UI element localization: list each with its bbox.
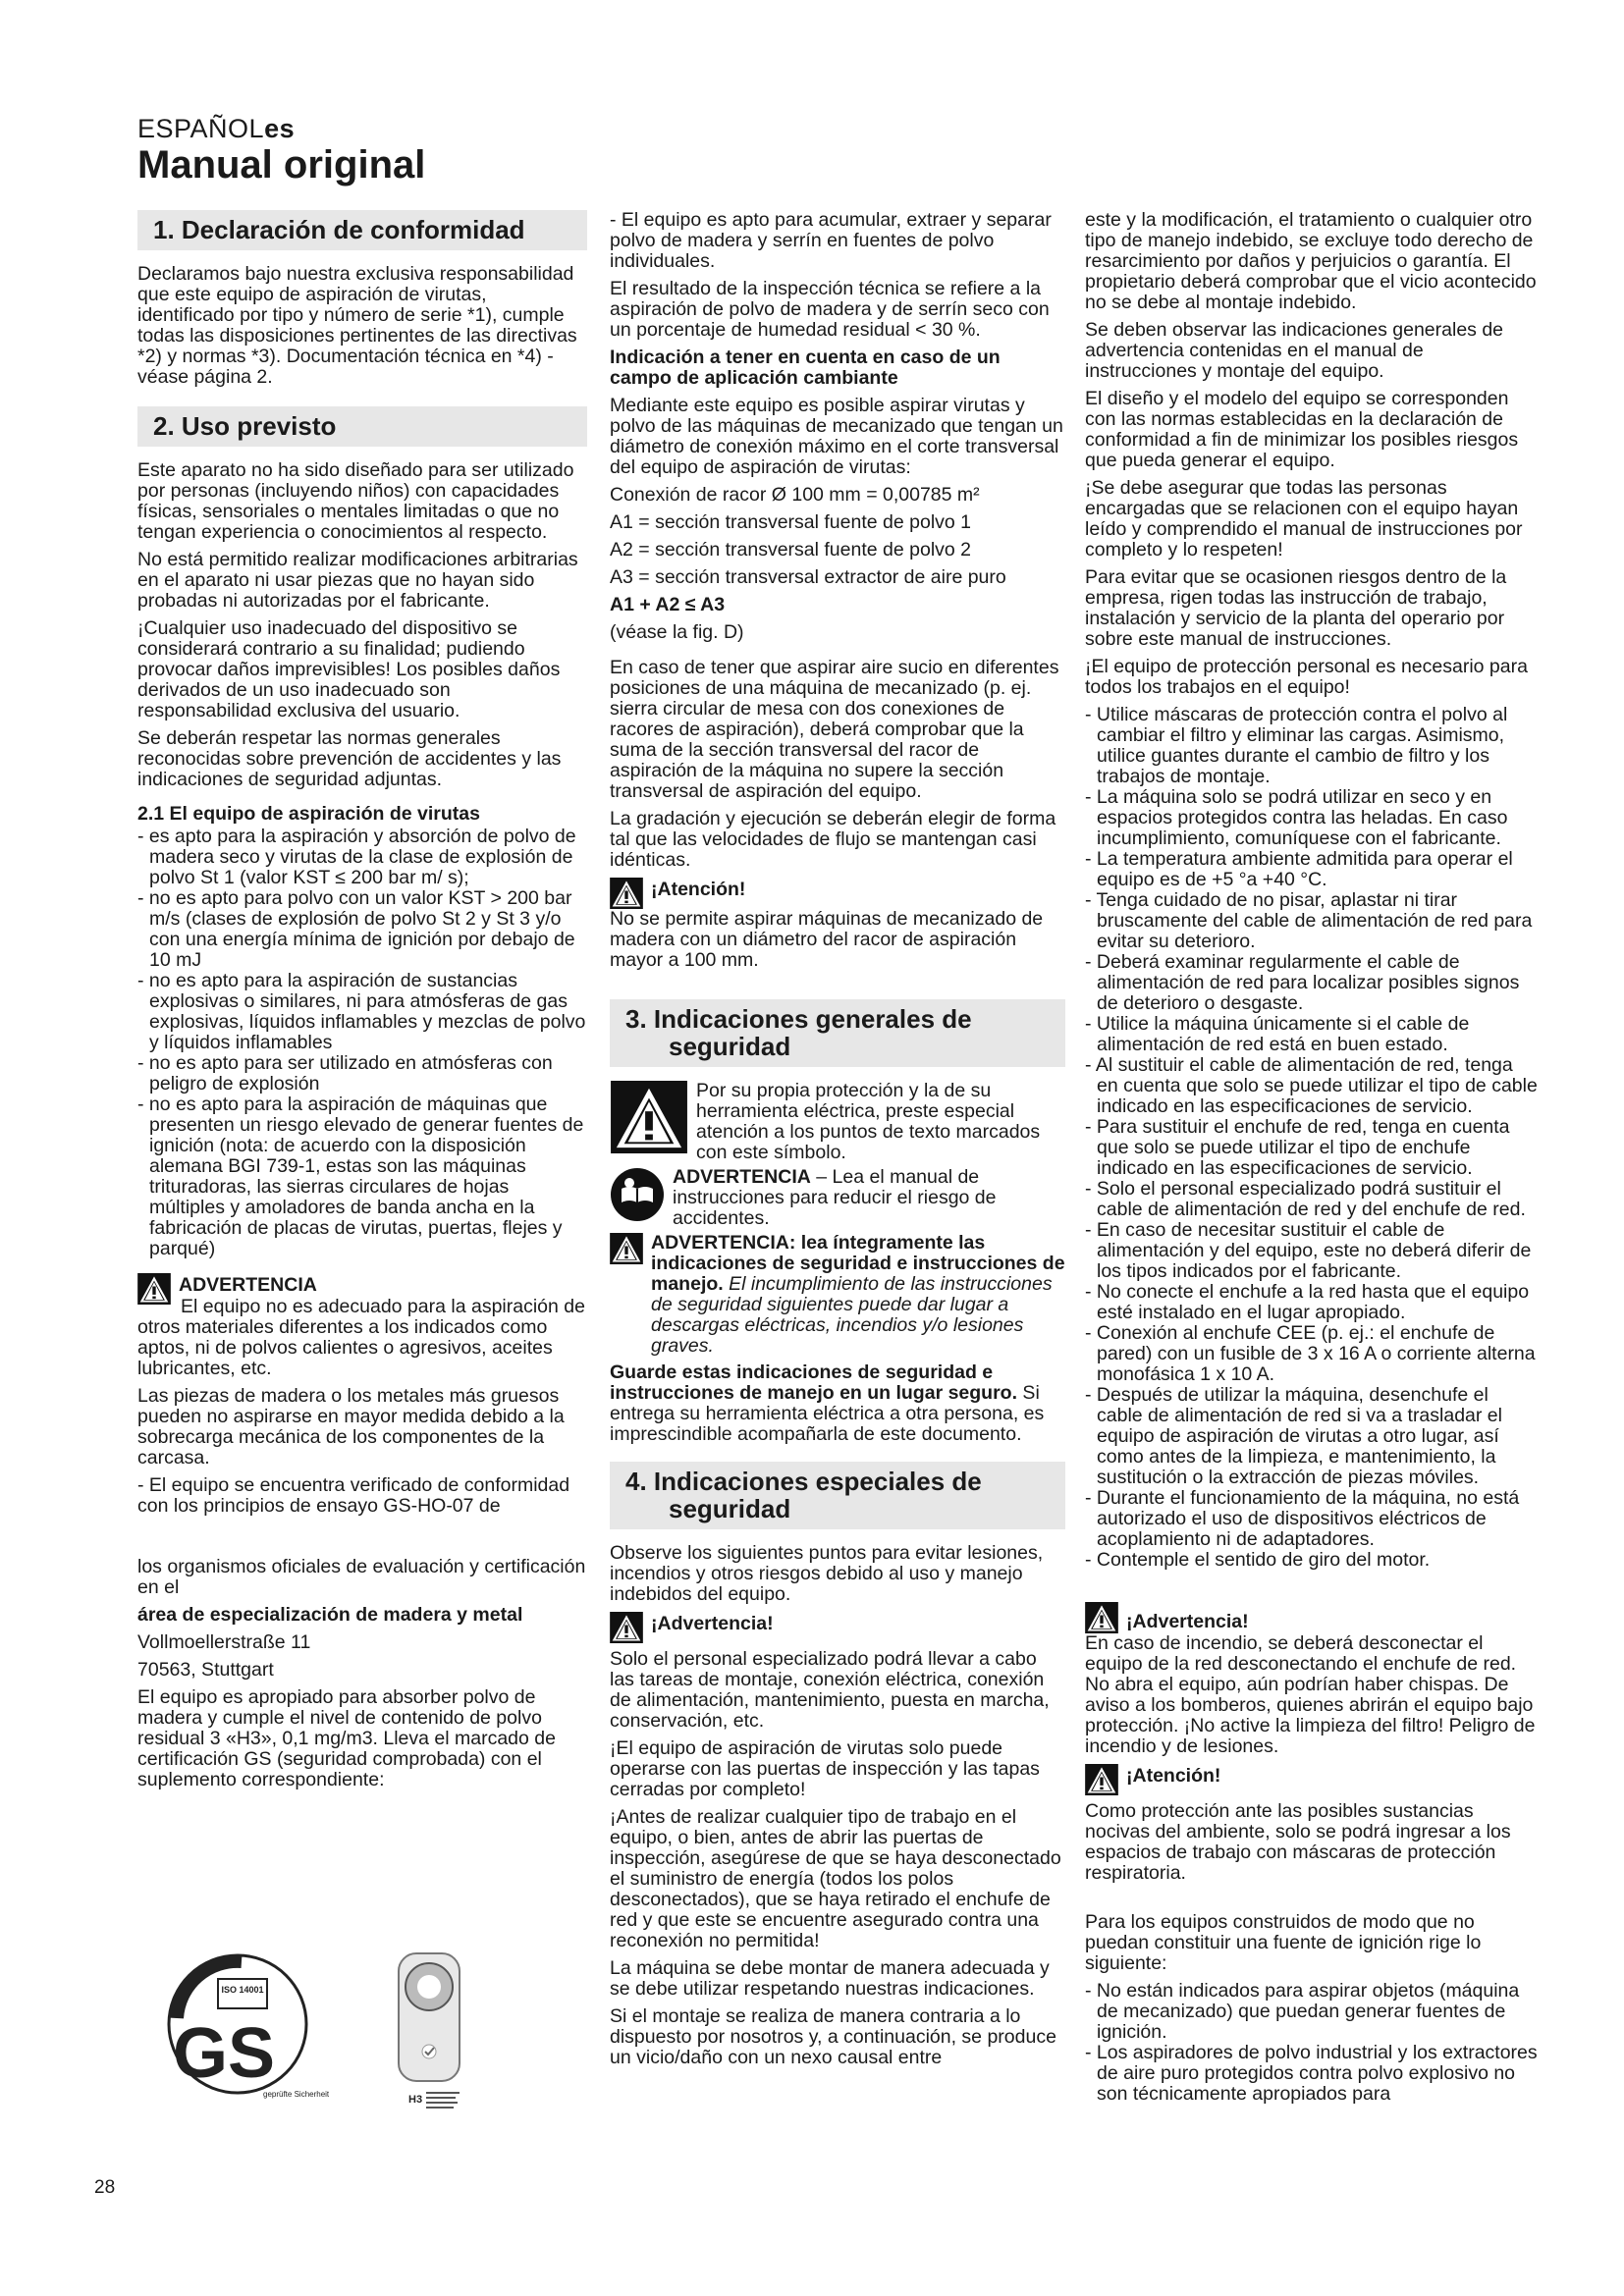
logo-iso-text: ISO 14001 — [221, 1985, 264, 1995]
warning-label: ¡Advertencia! — [651, 1613, 774, 1634]
definition-a2: A2 = sección transversal fuente de polvo 2 — [610, 539, 972, 561]
section-1-heading: 1. Declaración de conformidad — [137, 210, 587, 250]
gs-seal-icon — [163, 1949, 477, 2132]
declaration-text: Declaramos bajo nuestra exclusiva responsabilidad que este equipo de aspiración de virutas, identificado por tipo y número de serie *1), cumple todas las disposiciones pertinentes de las directivas *2) y normas *3). Documentación técnica en *4) - véase página 2. — [137, 263, 577, 388]
paragraph: Las piezas de madera o los metales más gruesos pueden no aspirarse en mayor medida debido a la sobrecarga mecánica de los componentes de la carcasa. — [137, 1385, 565, 1468]
paragraph: este y la modificación, el tratamiento o cualquier otro tipo de manejo indebido, se excluye todo derecho de resarcimiento por daños y perjuicios o garantía. El propietario deberá comprobar que el vicio acontecido no se debe al montaje indebido. — [1085, 209, 1537, 313]
paragraph: - El equipo se encuentra verificado de conformidad con los principios de ensayo GS-HO-07 de — [137, 1474, 570, 1517]
warning-triangle-icon — [610, 1233, 643, 1264]
section-3-heading: 3. Indicaciones generales de seguridad — [610, 999, 1065, 1067]
paragraph: ¡Antes de realizar cualquier tipo de trabajo en el equipo, o bien, antes de abrir las puertas de inspección, asegúrese de que se haya desconectado el suministro de energía (todos los polos desconectados), que se haya retirado el enchufe de red y que este se encuentre asegurado contra una reconexión no permitida! — [610, 1806, 1061, 1951]
attention-block — [610, 878, 1065, 909]
paragraph: La máquina se debe montar de manera adecuada y se debe utilizar respetando nuestras indicaciones. — [610, 1957, 1050, 2000]
list-item: - Utilice máscaras de protección contra el polvo al cambiar el filtro y eliminar las cargas. Asimismo, utilice guantes durante el cambio de filtro y los trabajos de montaje. — [1085, 704, 1508, 787]
warning-block — [610, 1612, 1065, 1643]
subsection-2-1-heading: 2.1 El equipo de aspiración de virutas — [137, 803, 480, 825]
safety-list — [1085, 705, 1539, 1571]
logo-sub-text: geprüfte Sicherheit — [263, 2090, 330, 2099]
warning-label: ADVERTENCIA — [179, 1274, 317, 1296]
paragraph: - El equipo es apto para acumular, extraer y separar polvo de madera y serrín en fuentes de polvo individuales. — [610, 209, 1052, 272]
usage-list — [137, 827, 587, 1259]
fire-warning-block — [1085, 1602, 1539, 1633]
full-warning-text: ADVERTENCIA: lea íntegramente las indicaciones de seguridad e instrucciones de manejo. El incumplimiento de las instrucciones de seguridad siguientes puede dar lugar a descargas eléctricas, incendios y/o lesiones graves. — [651, 1232, 1065, 1357]
page-number: 28 — [94, 2177, 116, 2198]
list-item: - no es apto para polvo con un valor KST > 200 bar m/s (clases de explosión de polvo St 2 y St 3 y/o con una energía mínima de ignición por debajo de 10 mJ — [137, 887, 575, 971]
full-warning — [610, 1233, 1065, 1357]
list-item: - Conexión al enchufe CEE (p. ej.: el enchufe de pared) con un fusible de 3 x 16 A o corriente alterna monofásica 1 x 10 A. — [1085, 1322, 1536, 1385]
attention-label: ¡Atención! — [651, 879, 746, 900]
logo-h3-text: H3 — [408, 2094, 423, 2106]
paragraph: En caso de incendio, se deberá desconectar el equipo de la red desconectando el enchufe de red. No abra el equipo, aún podrían haber chispas. De aviso a los bomberos, quienes abrirán el equipo bajo protección. ¡No active la limpieza del filtro! Peligro de incendio y de lesiones. — [1085, 1632, 1536, 1757]
column-2 — [610, 210, 1065, 2075]
paragraph: En caso de tener que aspirar aire sucio en diferentes posiciones de una máquina de mecanizado (p. ej. sierra circular de mesa con dos conexiones de racores de aspiración), deberá comprobar que la suma de la sección transversal del racor de aspiración de la máquina no supere la sección transversal de aspiración del equipo. — [610, 657, 1059, 802]
paragraph: ¡El equipo de protección personal es necesario para todos los trabajos en el equipo! — [1085, 656, 1528, 698]
warning-text: El equipo no es adecuado para la aspiración de otros materiales diferentes a los indicados como aptos, ni de polvos calientes o agresivos, aceites lubricantes, etc. — [137, 1296, 585, 1379]
list-item: - no es apto para la aspiración de máquinas que presenten un riesgo elevado de generar fuentes de ignición (nota: de acuerdo con la disposición alemana BGI 739-1, estas son las máquinas trituradoras, las sierras circulares de hojas múltiples y amoladores de banda ancha en la fabricación de placas de virutas, puertas, flejes y parqué) — [137, 1094, 584, 1259]
list-item: - Deberá examinar regularmente el cable de alimentación de red para localizar posibles signos de deterioro o desgaste. — [1085, 951, 1520, 1014]
formula: A1 + A2 ≤ A3 — [610, 594, 726, 615]
list-item: - Durante el funcionamiento de la máquina, no está autorizado el uso de dispositivos eléctricos de acoplamiento ni de adaptadores. — [1085, 1487, 1520, 1550]
paragraph: Guarde estas indicaciones de seguridad e instrucciones de manejo en un lugar seguro. Si entrega su herramienta eléctrica a otra persona, es imprescindible acompañarla de este documento. — [610, 1362, 1045, 1445]
read-manual-icon — [610, 1167, 665, 1222]
list-item: - no es apto para ser utilizado en atmósferas con peligro de explosión — [137, 1052, 553, 1095]
definition-a3: A3 = sección transversal extractor de aire puro — [610, 566, 1006, 588]
list-item: - No conecte el enchufe a la red hasta que el equipo esté instalado en el lugar apropiado. — [1085, 1281, 1530, 1323]
symbol-note-text: Por su propia protección y la de su herramienta eléctrica, preste especial atención a los puntos de texto marcados con este símbolo. — [696, 1080, 1041, 1163]
warning-triangle-icon — [1085, 1764, 1118, 1795]
paragraph: Para evitar que se ocasionen riesgos dentro de la empresa, rigen todas las instrucción de trabajo, instalación y servicio de la planta del operario por sobre este manual de instrucciones. — [1085, 566, 1507, 650]
paragraph: No se permite aspirar máquinas de mecanizado de madera con un diámetro del racor de aspiración mayor a 100 mm. — [610, 908, 1044, 971]
address-city: 70563, Stuttgart — [137, 1659, 274, 1681]
warning-triangle-icon — [610, 878, 643, 909]
list-item: - Tenga cuidado de no pisar, aplastar ni tirar bruscamente del cable de alimentación de red para evitar su deterioro. — [1085, 889, 1533, 952]
section-2-heading: 2. Uso previsto — [137, 406, 587, 447]
column-1 — [137, 210, 587, 1797]
paragraph: Solo el personal especializado podrá llevar a cabo las tareas de montaje, conexión eléctrica, conexión de alimentación, mantenimiento, puesta en marcha, conservación, etc. — [610, 1648, 1050, 1732]
list-item: - En caso de necesitar sustituir el cable de alimentación y del equipo, este no deberá diferir de los tipos indicados por el fabricante. — [1085, 1219, 1532, 1282]
certification-logos — [163, 1949, 477, 2132]
paragraph: ¡El equipo de aspiración de virutas solo puede operarse con las puertas de inspección y las tapas cerradas por completo! — [610, 1737, 1040, 1800]
manual-note — [610, 1167, 1065, 1229]
ignition-list — [1085, 1981, 1539, 2105]
list-item: - Solo el personal especializado podrá sustituir el cable de alimentación de red y del enchufe de red. — [1085, 1178, 1526, 1220]
warning-triangle-icon — [610, 1612, 643, 1643]
paragraph: Se deberán respetar las normas generales reconocidas sobre prevención de accidentes y las indicaciones de seguridad adjuntas. — [137, 727, 562, 790]
logo-gs-text: GS — [172, 2014, 276, 2093]
paragraph: los organismos oficiales de evaluación y certificación en el — [137, 1556, 586, 1598]
paragraph: El diseño y el modelo del equipo se corresponden con las normas establecidas en la declaración de conformidad a fin de minimizar los posibles riesgos que pueda generar el equipo. — [1085, 388, 1519, 471]
list-item: - es apto para la aspiración y absorción de polvo de madera seco y virutas de la clase de explosión de polvo St 1 (valor KST ≤ 200 bar m/ s); — [137, 826, 576, 888]
list-item: - Para sustituir el enchufe de red, tenga en cuenta que solo se puede utilizar el tipo de enchufe indicado en las especificaciones de servicio. — [1085, 1116, 1510, 1179]
paragraph: La gradación y ejecución se deberán elegir de forma tal que las velocidades de flujo se mantengan casi idénticas. — [610, 808, 1056, 871]
list-item: - No están indicados para aspirar objetos (máquina de mecanizado) que puedan generar fuentes de ignición. — [1085, 1980, 1520, 2043]
warning-triangle-icon — [1085, 1602, 1118, 1633]
paragraph: Este aparato no ha sido diseñado para ser utilizado por personas (incluyendo niños) con capacidades físicas, sensoriales o mentales limitadas o que no tengan experiencia o conocimientos al respecto. — [137, 459, 574, 543]
list-item: - Al sustituir el cable de alimentación de red, tenga en cuenta que solo se puede utilizar el tipo de cable indicado en las especificaciones de servicio. — [1085, 1054, 1538, 1117]
paragraph: El resultado de la inspección técnica se refiere a la aspiración de polvo de madera y de serrín seco con un porcentaje de humedad residual < 30 %. — [610, 278, 1050, 341]
list-item: - La temperatura ambiente admitida para operar el equipo es de +5 °a +40 °C. — [1085, 848, 1513, 890]
paragraph: El equipo es apropiado para absorber polvo de madera y cumple el nivel de contenido de polvo residual 3 «H3», 0,1 mg/m3. Lleva el marcado de certificación GS (seguridad comprobada) con el suplemento correspondiente: — [137, 1686, 556, 1790]
column-3 — [1085, 210, 1539, 2110]
list-item: - La máquina solo se podrá utilizar en seco y en espacios protegidos contra las heladas. En caso incumplimiento, comuníquese con el fabricante. — [1085, 786, 1508, 849]
list-item: - Después de utilizar la máquina, desenchufe el cable de alimentación de red si va a trasladar el equipo de aspiración de virutas a otro lugar, así como antes de la limpieza, e mantenimiento, la sustitución o la extracción de piezas móviles. — [1085, 1384, 1502, 1488]
address-street: Vollmoellerstraße 11 — [137, 1631, 311, 1653]
paragraph: Para los equipos construidos de modo que no puedan constituir una fuente de ignición rige lo siguiente: — [1085, 1911, 1482, 1974]
manual-note-text: ADVERTENCIA – Lea el manual de instrucciones para reducir el riesgo de accidentes. — [673, 1166, 997, 1229]
warning-triangle-icon — [137, 1273, 171, 1305]
paragraph: Observe los siguientes puntos para evitar lesiones, incendios y otros riesgos debido al uso y manejo indebidos del equipo. — [610, 1542, 1044, 1605]
paragraph: Como protección ante las posibles sustancias nocivas del ambiente, solo se podrá ingresar a los espacios de trabajo con máscaras de protección respiratoria. — [1085, 1800, 1511, 1884]
paragraph: Se deben observar las indicaciones generales de advertencia contenidas en el manual de instrucciones y montaje del equipo. — [1085, 319, 1504, 382]
attention-label: ¡Atención! — [1126, 1765, 1221, 1787]
paragraph: Mediante este equipo es posible aspirar virutas y polvo de las máquinas de mecanizado que tengan un diámetro de conexión máximo en el corte transversal del equipo de aspiración de virutas: — [610, 395, 1063, 478]
symbol-note — [610, 1081, 1065, 1163]
paragraph: área de especialización de madera y metal — [137, 1604, 523, 1626]
paragraph: ¡Cualquier uso inadecuado del dispositivo se considerará contrario a su finalidad; pudiendo provocar daños imprevisibles! Los posibles daños derivados de un uso inadecuado son responsabilidad exclusiva del usuario. — [137, 617, 561, 721]
attention-block — [1085, 1764, 1539, 1795]
page-title: Manual original — [137, 143, 426, 187]
definition-a1: A1 = sección transversal fuente de polvo 1 — [610, 511, 972, 533]
subsection-heading: Indicación a tener en cuenta en caso de un campo de aplicación cambiante — [610, 347, 1001, 389]
language-header: ESPAÑOLes — [137, 114, 296, 143]
list-item: - Los aspiradores de polvo industrial y los extractores de aire puro protegidos contra polvo explosivo no son técnicamente apropiados para — [1085, 2042, 1538, 2105]
list-item: - Utilice la máquina únicamente si el cable de alimentación de red está en buen estado. — [1085, 1013, 1470, 1055]
list-item: - Contemple el sentido de giro del motor. — [1085, 1549, 1431, 1571]
figure-reference: (véase la fig. D) — [610, 621, 744, 643]
warning-triangle-icon — [610, 1081, 688, 1153]
warning-label: ¡Advertencia! — [1126, 1611, 1249, 1632]
connection-line: Conexión de racor Ø 100 mm = 0,00785 m² — [610, 484, 980, 506]
paragraph: ¡Se debe asegurar que todas las personas encargadas que se relacionen con el equipo hayan leído y comprendido el manual de instrucciones por completo y lo respeten! — [1085, 477, 1523, 561]
section-4-heading: 4. Indicaciones especiales de seguridad — [610, 1462, 1065, 1529]
paragraph: Si el montaje se realiza de manera contraria a lo dispuesto por nosotros y, a continuación, se produce un vicio/daño con un nexo causal entre — [610, 2005, 1056, 2068]
list-item: - no es apto para la aspiración de sustancias explosivas o similares, ni para atmósferas de gas explosivas, líquidos inflamables y mezclas de polvo y líquidos inflamables — [137, 970, 586, 1053]
paragraph: No está permitido realizar modificaciones arbitrarias en el aparato ni usar piezas que no hayan sido probadas ni autorizadas por el fabricante. — [137, 549, 578, 612]
